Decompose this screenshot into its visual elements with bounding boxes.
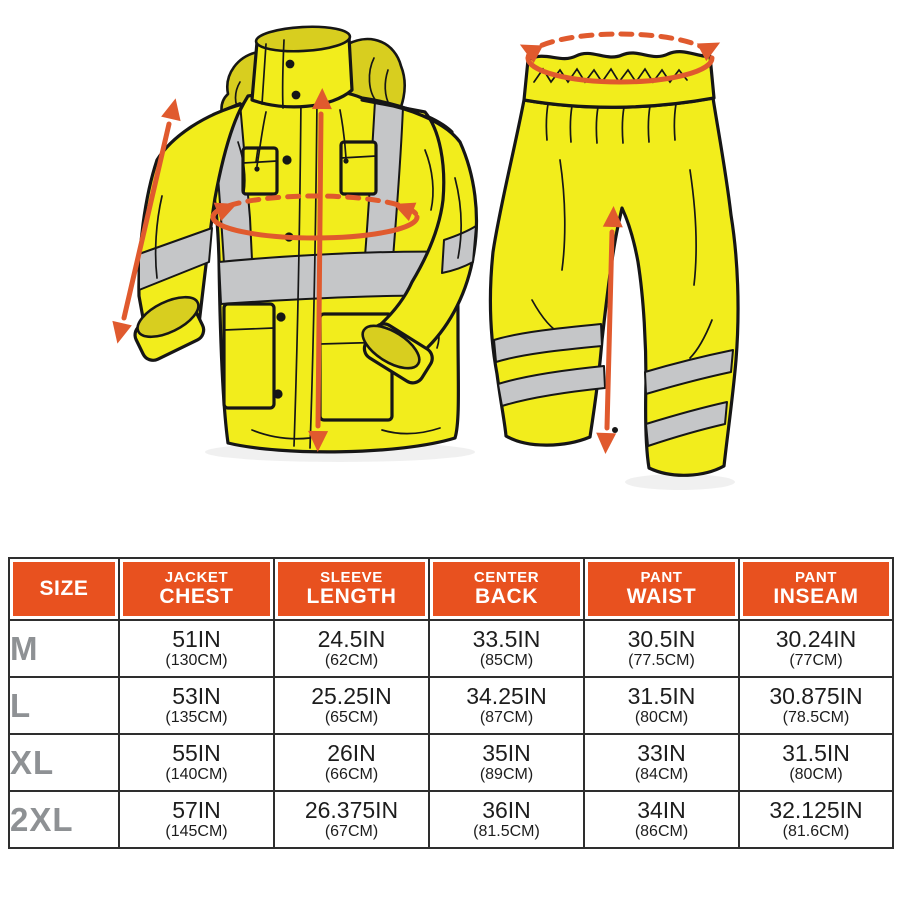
header-label: WAIST — [626, 584, 697, 608]
cell-sleeve-length: 25.25IN (65CM) — [274, 677, 429, 734]
header-label: PANT — [640, 569, 683, 587]
cell-jacket-chest: 57IN (145CM) — [119, 791, 274, 848]
header-pant-waist — [584, 558, 739, 620]
cell-pant-waist: 33IN (84CM) — [584, 734, 739, 791]
header-label: INSEAM — [773, 584, 859, 608]
hi-vis-pants — [490, 52, 738, 490]
header-label: JACKET — [164, 569, 229, 587]
cell-center-back: 34.25IN (87CM) — [429, 677, 584, 734]
cell-pant-inseam: 30.24IN (77CM) — [739, 620, 893, 677]
cell-sleeve-length: 26IN (66CM) — [274, 734, 429, 791]
header-size — [9, 558, 119, 620]
header-pant-inseam — [739, 558, 893, 620]
table-row-m — [9, 620, 893, 677]
size-label: L — [9, 677, 119, 734]
table-row-l — [9, 677, 893, 734]
cell-center-back: 35IN (89CM) — [429, 734, 584, 791]
cell-center-back: 36IN (81.5CM) — [429, 791, 584, 848]
cell-pant-waist: 31.5IN (80CM) — [584, 677, 739, 734]
size-table — [8, 557, 894, 849]
cell-sleeve-length: 26.375IN (67CM) — [274, 791, 429, 848]
cell-jacket-chest: 53IN (135CM) — [119, 677, 274, 734]
table-row-xl — [9, 734, 893, 791]
lower-pocket-left — [224, 304, 274, 408]
header-center-back — [429, 558, 584, 620]
header-label: CENTER — [473, 569, 540, 587]
cell-jacket-chest: 51IN (130CM) — [119, 620, 274, 677]
cell-pant-waist: 34IN (86CM) — [584, 791, 739, 848]
size-label: M — [9, 620, 119, 677]
cell-center-back: 33.5IN (85CM) — [429, 620, 584, 677]
jacket-collar — [252, 25, 352, 108]
cell-pant-inseam: 30.875IN (78.5CM) — [739, 677, 893, 734]
chest-pocket-left — [243, 148, 277, 194]
cell-pant-waist: 30.5IN (77.5CM) — [584, 620, 739, 677]
header-label: PANT — [794, 569, 838, 587]
hi-vis-jacket — [131, 25, 476, 462]
table-row-2xl — [9, 791, 893, 848]
cell-sleeve-length: 24.5IN (62CM) — [274, 620, 429, 677]
header-sleeve-length — [274, 558, 429, 620]
header-label: CHEST — [159, 584, 234, 608]
cell-jacket-chest: 55IN (140CM) — [119, 734, 274, 791]
size-table-section — [8, 557, 892, 849]
header-label: BACK — [474, 584, 539, 608]
size-label: 2XL — [9, 791, 119, 848]
cell-pant-inseam: 32.125IN (81.6CM) — [739, 791, 893, 848]
header-label: LENGTH — [306, 584, 397, 608]
size-label: XL — [9, 734, 119, 791]
header-row — [9, 558, 893, 620]
header-jacket-chest — [119, 558, 274, 620]
header-label: SLEEVE — [320, 569, 383, 587]
cell-pant-inseam: 31.5IN (80CM) — [739, 734, 893, 791]
header-label: SIZE — [39, 576, 89, 600]
